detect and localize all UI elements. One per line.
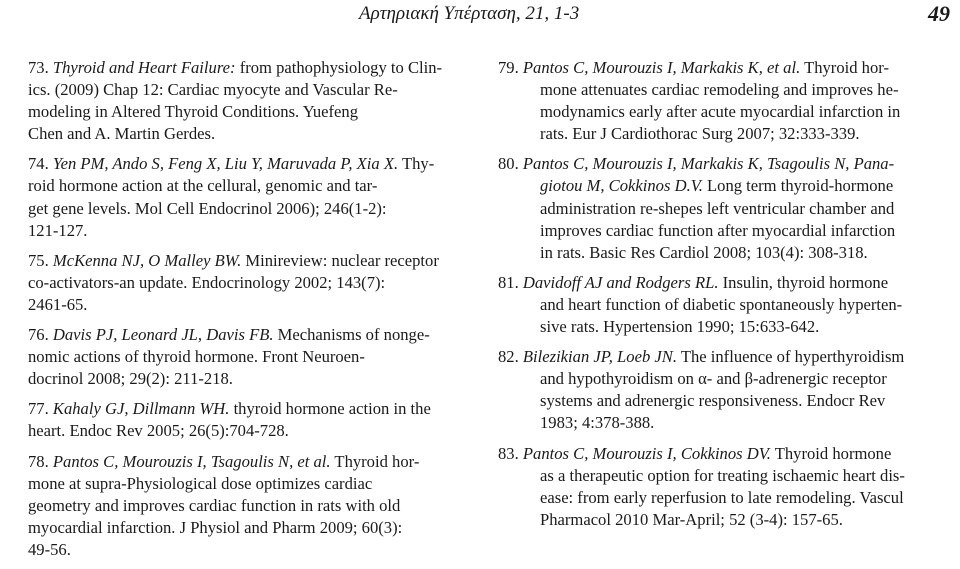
reference-text: administration re-shepes left ventricular chamber and (540, 198, 895, 218)
reference-line (28, 420, 460, 442)
reference-text: and hypothyroidism on α- and β-adrenergic receptor (540, 369, 887, 389)
reference-text: Thy- (398, 154, 435, 174)
reference-text: from pathophysiology to Clin- (235, 58, 443, 77)
journal-running-title: Αρτηριακή Υπέρταση, 21, 1-3 (359, 3, 580, 24)
reference-text: 78. (28, 451, 53, 471)
page-header (0, 3, 960, 29)
reference-text: The influence of hyperthyroidism (676, 347, 905, 367)
reference-text: in rats. Basic Res Cardiol 2008; 103(4): 308-318. (540, 242, 868, 262)
reference-text: ease: from early reperfusion to late remodeling. Vascul (540, 487, 904, 507)
reference-italic-text: Bilezikian JP, Loeb JN. (522, 347, 677, 367)
reference-text: mone attenuates cardiac remodeling and improves he- (540, 80, 899, 100)
reference-text: 77. (28, 399, 53, 419)
reference-line (498, 123, 945, 145)
reference-text: Insulin, thyroid hormone (718, 272, 889, 292)
reference-line (498, 487, 945, 509)
reference-line (498, 79, 945, 101)
reference-text: 73. (28, 58, 53, 77)
reference-line (28, 123, 460, 145)
reference-line (498, 294, 945, 316)
reference-text: improves cardiac function after myocardial infarction (540, 220, 896, 240)
reference-entry (28, 398, 460, 442)
reference-line (28, 473, 460, 495)
reference-text: systems and adrenergic responsiveness. Endocr Rev (540, 391, 886, 411)
reference-italic-text: Kahaly GJ, Dillmann WH. (52, 399, 230, 419)
reference-text: 83. (498, 443, 523, 463)
reference-line (28, 324, 460, 346)
reference-italic-text: Pantos C, Mourouzis I, Cokkinos DV. (522, 443, 771, 463)
reference-line (28, 220, 460, 242)
reference-line (498, 390, 945, 412)
reference-line (28, 57, 460, 79)
reference-italic-text: Pantos C, Mourouzis I, Markakis K, et al. (522, 58, 801, 77)
reference-text: 121-127. (28, 220, 88, 240)
reference-text: 74. (28, 154, 53, 174)
reference-text: nomic actions of thyroid hormone. Front Neuroen- (28, 347, 365, 367)
reference-line (28, 398, 460, 420)
reference-line (498, 153, 945, 175)
reference-text: roid hormone action at the cellural, genomic and tar- (28, 176, 378, 196)
reference-italic-text: giotou M, Cokkinos D.V. (540, 176, 703, 196)
reference-text: 79. (498, 58, 523, 77)
reference-text: 80. (498, 154, 523, 174)
reference-text: Thyroid hormone (770, 443, 892, 463)
reference-text: and heart function of diabetic spontaneously hyperten- (540, 294, 903, 314)
reference-line (498, 368, 945, 390)
reference-text: as a therapeutic option for treating ischaemic heart dis- (540, 465, 905, 485)
reference-line (498, 220, 945, 242)
reference-italic-text: Thyroid and Heart Failure: (52, 58, 236, 77)
reference-line (28, 79, 460, 101)
reference-text: 49-56. (28, 539, 71, 559)
reference-entry (498, 443, 945, 531)
reference-line (498, 443, 945, 465)
reference-line (28, 198, 460, 220)
reference-italic-text: McKenna NJ, O Malley BW. (52, 250, 242, 270)
reference-text: 81. (498, 272, 523, 292)
reference-text: geometry and improves cardiac function in rats with old (28, 495, 401, 515)
reference-italic-text: Pantos C, Mourouzis I, Tsagoulis N, et al. (52, 451, 331, 471)
reference-line (28, 250, 460, 272)
reference-line (28, 294, 460, 316)
reference-italic-text: Davidoff AJ and Rodgers RL. (522, 272, 719, 292)
reference-text: 82. (498, 347, 523, 367)
reference-entry (498, 272, 945, 338)
reference-entry (498, 57, 945, 145)
reference-text: rats. Eur J Cardiothorac Surg 2007; 32:333-339. (540, 124, 860, 144)
reference-line (498, 198, 945, 220)
reference-line (498, 242, 945, 264)
reference-line (28, 368, 460, 390)
reference-entry (28, 250, 460, 316)
reference-entry (28, 451, 460, 561)
reference-line (498, 175, 945, 197)
reference-line (28, 272, 460, 294)
reference-text: 2461-65. (28, 294, 88, 314)
reference-text: heart. Endoc Rev 2005; 26(5):704-728. (28, 421, 289, 441)
reference-italic-text: Davis PJ, Leonard JL, Davis FB. (52, 325, 274, 345)
reference-line (28, 153, 460, 175)
reference-line (498, 316, 945, 338)
reference-entry (28, 324, 460, 390)
reference-text: thyroid hormone action in the (229, 399, 431, 419)
reference-line (498, 465, 945, 487)
reference-line (498, 346, 945, 368)
references-left-column (28, 57, 460, 569)
reference-text: myocardial infarction. J Physiol and Pharm 2009; 60(3): (28, 517, 403, 537)
reference-text: docrinol 2008; 29(2): 211-218. (28, 369, 233, 389)
reference-italic-text: Yen PM, Ando S, Feng X, Liu Y, Maruvada P, Xia X. (52, 154, 399, 174)
reference-text: Chen and A. Martin Gerdes. (28, 124, 216, 144)
reference-text: modynamics early after acute myocardial infarction in (540, 102, 901, 122)
reference-line (498, 272, 945, 294)
reference-line (28, 175, 460, 197)
reference-entry (28, 153, 460, 241)
reference-line (28, 346, 460, 368)
reference-text: mone at supra-Physiological dose optimizes cardiac (28, 473, 373, 493)
page-number: 49 (928, 1, 950, 26)
reference-text: Long term thyroid-hormone (702, 176, 894, 196)
reference-text: modeling in Altered Thyroid Conditions. Yuefeng (28, 102, 358, 122)
reference-text: Thyroid hor- (330, 451, 420, 471)
reference-italic-text: Pantos C, Mourouzis I, Markakis K, Tsagoulis N, Pana- (522, 154, 895, 174)
reference-text: get gene levels. Mol Cell Endocrinol 2006); 246(1-2): (28, 198, 387, 218)
reference-text: sive rats. Hypertension 1990; 15:633-642. (540, 317, 820, 337)
reference-entry (498, 153, 945, 263)
reference-text: Mechanisms of nonge- (273, 325, 430, 345)
references-right-column (498, 57, 945, 539)
reference-line (28, 495, 460, 517)
reference-text: 76. (28, 325, 53, 345)
reference-text: 1983; 4:378-388. (540, 413, 655, 433)
reference-line (28, 451, 460, 473)
reference-text: Pharmacol 2010 Mar-April; 52 (3-4): 157-65. (540, 509, 843, 529)
reference-text: Thyroid hor- (800, 58, 889, 77)
reference-line (28, 517, 460, 539)
reference-line (498, 509, 945, 531)
reference-line (28, 101, 460, 123)
reference-line (28, 539, 460, 561)
reference-line (498, 101, 945, 123)
reference-text: Minireview: nuclear receptor (241, 250, 439, 270)
reference-entry (28, 57, 460, 145)
reference-line (498, 57, 945, 79)
reference-text: co-activators-an update. Endocrinology 2002; 143(7): (28, 272, 386, 292)
reference-entry (498, 346, 945, 434)
reference-text: ics. (2009) Chap 12: Cardiac myocyte and Vascular Re- (28, 80, 398, 100)
reference-line (498, 412, 945, 434)
reference-text: 75. (28, 250, 53, 270)
